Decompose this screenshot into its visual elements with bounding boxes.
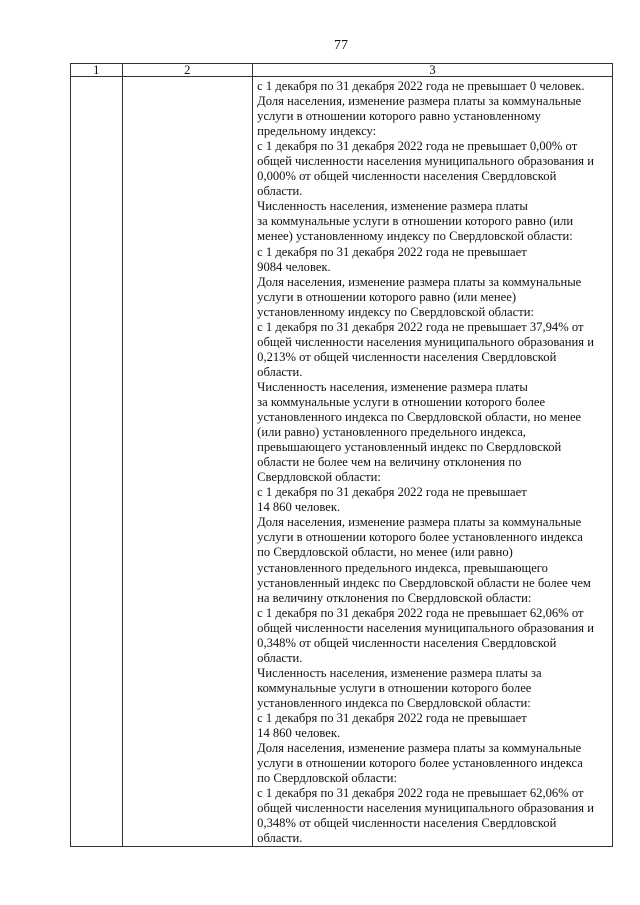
text-line: услуги в отношении которого равно (или менее): [257, 289, 517, 304]
text-line: 0,348% от общей численности населения Свердловской: [257, 816, 557, 831]
text-line: Численность населения, изменение размера платы: [257, 199, 528, 214]
text-line: Доля населения, изменение размера платы за коммунальные: [257, 515, 582, 530]
text-line: Численность населения, изменение размера платы за: [257, 665, 542, 680]
text-line: области.: [257, 831, 303, 846]
text-line: 14 860 человек.: [257, 726, 341, 741]
text-line: 0,000% от общей численности населения Свердловской: [257, 169, 557, 184]
data-table: [70, 63, 613, 847]
text-line: Доля населения, изменение размера платы за коммунальные: [257, 274, 582, 289]
text-line: общей численности населения муниципального образования и: [257, 154, 594, 169]
text-line: 9084 человек.: [257, 259, 331, 274]
text-line: с 1 декабря по 31 декабря 2022 года не превышает 0,00% от: [257, 139, 578, 154]
text-line: Доля населения, изменение размера платы за коммунальные: [257, 741, 582, 756]
text-line: с 1 декабря по 31 декабря 2022 года не превышает 62,06% от: [257, 786, 584, 801]
text-line: за коммунальные услуги в отношении которого более: [257, 394, 546, 409]
text-line: с 1 декабря по 31 декабря 2022 года не превышает: [257, 710, 527, 725]
text-line: Численность населения, изменение размера платы: [257, 379, 528, 394]
text-line: коммунальные услуги в отношении которого более: [257, 680, 532, 695]
cell-col-3: [253, 77, 613, 847]
text-line: 0,213% от общей численности населения Свердловской: [257, 349, 557, 364]
text-line: установленного индекса по Свердловской области:: [257, 695, 531, 710]
text-line: услуги в отношении которого более установленного индекса: [257, 530, 583, 545]
text-line: установленному индексу по Свердловской области:: [257, 304, 534, 319]
text-line: предельному индексу:: [257, 124, 377, 139]
text-line: услуги в отношении которого более установленного индекса: [257, 756, 583, 771]
text-line: услуги в отношении которого равно установленному: [257, 109, 541, 124]
text-line: за коммунальные услуги в отношении которого равно (или: [257, 214, 574, 229]
header-row: [71, 64, 613, 77]
cell-col-2: [122, 77, 253, 847]
text-line: менее) установленному индексу по Свердловской области:: [257, 229, 573, 244]
cell-col-3-text: [253, 77, 612, 846]
text-line: на величину отклонения по Свердловской области:: [257, 590, 532, 605]
text-line: общей численности населения муниципального образования и: [257, 801, 594, 816]
text-line: с 1 декабря по 31 декабря 2022 года не превышает 37,94% от: [257, 319, 584, 334]
text-line: общей численности населения муниципального образования и: [257, 620, 594, 635]
page-number: 77: [334, 38, 348, 53]
text-line: установленного индекса по Свердловской области, но менее: [257, 410, 582, 425]
text-line: области не более чем на величину отклонения по: [257, 455, 522, 470]
text-line: области.: [257, 364, 303, 379]
text-line: 0,348% от общей численности населения Свердловской: [257, 635, 557, 650]
text-line: области.: [257, 184, 303, 199]
cell-col-1: [71, 77, 123, 847]
text-line: с 1 декабря по 31 декабря 2022 года не превышает 62,06% от: [257, 605, 584, 620]
column-header-2: 2: [122, 64, 253, 77]
text-line: с 1 декабря по 31 декабря 2022 года не превышает: [257, 244, 527, 259]
text-line: по Свердловской области, но менее (или равно): [257, 545, 513, 560]
text-line: с 1 декабря по 31 декабря 2022 года не превышает: [257, 485, 527, 500]
text-line: по Свердловской области:: [257, 771, 398, 786]
table-row: [71, 77, 613, 847]
text-line: превышающего установленный индекс по Свердловской: [257, 440, 562, 455]
text-line: общей численности населения муниципального образования и: [257, 334, 594, 349]
text-line: установленный индекс по Свердловской области не более чем: [257, 575, 591, 590]
text-line: Свердловской области:: [257, 470, 381, 485]
text-line: 14 860 человек.: [257, 500, 341, 515]
column-header-1: 1: [71, 64, 123, 77]
column-header-3: 3: [253, 64, 613, 77]
text-line: Доля населения, изменение размера платы за коммунальные: [257, 94, 582, 109]
text-line: с 1 декабря по 31 декабря 2022 года не превышает 0 человек.: [257, 79, 585, 93]
text-line: установленного предельного индекса, превышающего: [257, 560, 548, 575]
text-line: (или равно) установленного предельного индекса,: [257, 425, 526, 440]
text-line: области.: [257, 650, 303, 665]
